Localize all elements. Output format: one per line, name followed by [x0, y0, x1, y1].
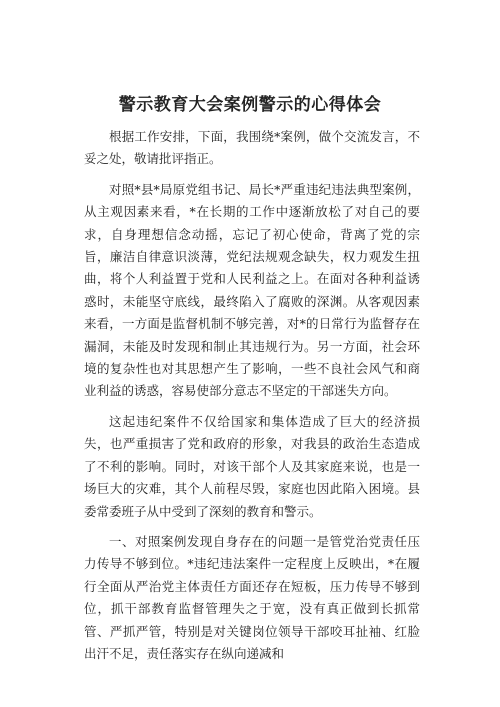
paragraph-3: 这起违纪案件不仅给国家和集体造成了巨大的经济损失，也严重损害了党和政府的形象，对我县的政治生态造成了不利的影响。同时，对该干部个人及其家庭来说，也是一场巨大的灾难，其个人前程尽毁，家庭也因此陷入困境。县委常委班子从中受到了深刻的教育和警示。: [84, 413, 420, 519]
paragraph-4: 一、对照案例发现自身存在的问题一是管党治党责任压力传导不够到位。*违纪违法案件一定程度上反映出，*在履行全面从严治党主体责任方面还存在短板，压力传导不够到位，抓干部教育监督管理失之于宽，没有真正做到长抓常管、严抓严管，特别是对关键岗位领导干部咬耳扯袖、红脸出汗不足，责任落实存在纵向递减和: [84, 533, 420, 661]
document-body: [84, 126, 420, 673]
paragraph-2: 对照*县*局原党组书记、局长*严重违纪违法典型案例，从主观因素来看，*在长期的工作中逐渐放松了对自己的要求，自身理想信念动摇，忘记了初心使命，背离了党的宗旨，廉洁自律意识淡薄，党纪法规观念缺失，权力观发生扭曲，将个人利益置于党和人民利益之上。在面对各种利益诱惑时，未能坚守底线，最终陷入了腐败的深渊。从客观因素来看，一方面是监督机制不够完善，对*的日常行为监督存在漏洞，未能及时发现和制止其违规行为。另一方面，社会环境的复杂性也对其思想产生了影响，一些不良社会风气和商业利益的诱惑，容易使部分意志不坚定的干部迷失方向。: [84, 181, 420, 399]
paragraph-1: 根据工作安排，下面，我围绕*案例，做个交流发言，不妥之处，敬请批评指正。: [84, 129, 420, 167]
document-title: 警示教育大会案例警示的心得体会: [118, 95, 382, 115]
